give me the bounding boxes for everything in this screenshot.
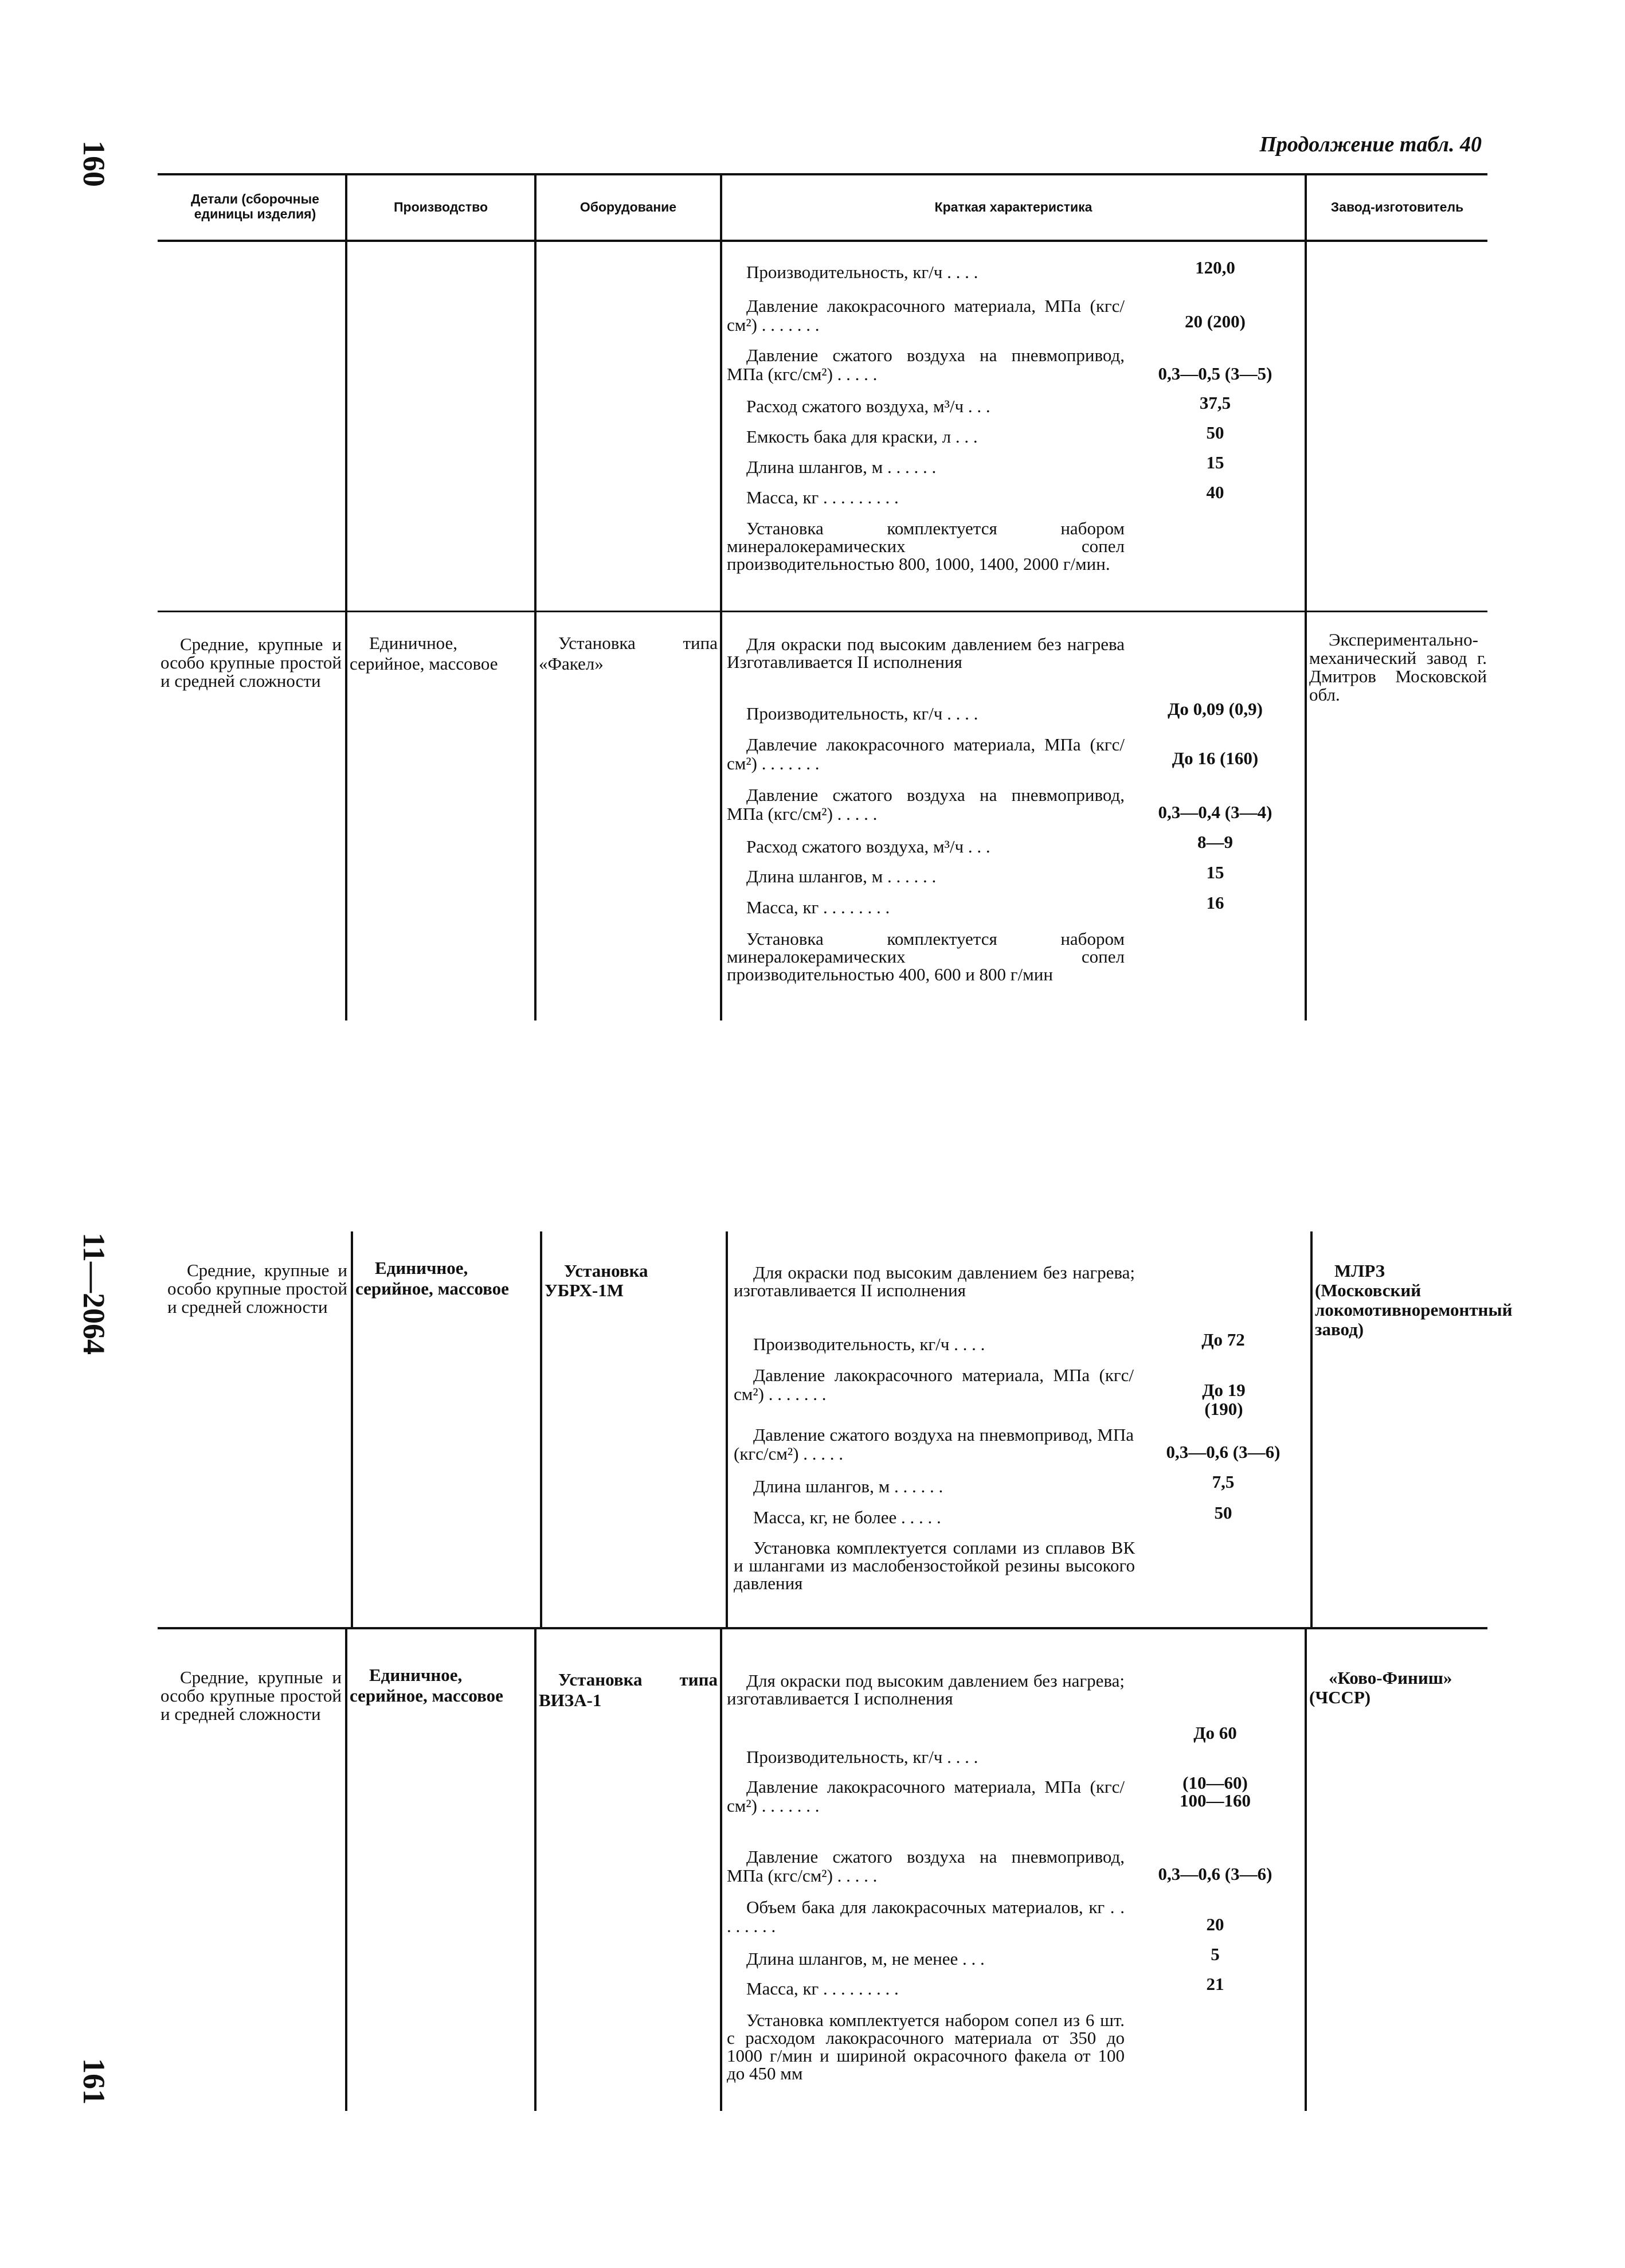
- row1-param-5-value: 16: [1206, 893, 1224, 913]
- row1-param-0-value: До 0,09 (0,9): [1168, 699, 1263, 719]
- row2-param-4-label: Масса, кг, не более . . . . .: [753, 1507, 941, 1527]
- row2-param-0-value: До 72: [1201, 1329, 1245, 1350]
- col-sep-3-sec3: [720, 1629, 722, 2111]
- row2-param-0-label: Производительность, кг/ч . . . .: [753, 1334, 985, 1354]
- row1-param-1-label: Давлечие лакокрасочного материала, МПа (кгс/см²) . . . . . . .: [727, 734, 1125, 773]
- row1-details: Средние, крупные и особо крупные простой и средней сложности: [160, 634, 342, 691]
- row-divider-2: [158, 1627, 1487, 1629]
- header-col-characteristics: Краткая характеристика: [934, 200, 1093, 214]
- row2-intro: Для окраски под высоким давлением без нагрева; изготавливается II исполнения: [734, 1262, 1135, 1300]
- row3-param-5-label: Масса, кг . . . . . . . . .: [746, 1978, 899, 1999]
- row1-param-3-label: Расход сжатого воздуха, м³/ч . . .: [746, 836, 990, 857]
- row0-param-2-value: 0,3—0,5 (3—5): [1158, 363, 1272, 384]
- row1-param-2-label: Давление сжатого воздуха на пневмопривод, МПа (кгс/см²) . . . . .: [727, 785, 1125, 824]
- row2-manufacturer: МЛРЗ (Московский локомотивноремонтный завод): [1315, 1261, 1513, 1339]
- row3-param-4-value: 5: [1211, 1944, 1220, 1964]
- row2-param-3-value: 7,5: [1212, 1472, 1235, 1492]
- row3-note: Установка комплектуется набором сопел из 6 шт. с расходом лакокрасочного материала от 350 до 1000 г/мин и шириной окрасочного факела от 100 до 450 мм: [727, 2010, 1125, 2083]
- row2-equipment: Установка УБРХ-1М: [545, 1261, 648, 1300]
- row3-intro: Для окраски под высоким давлением без нагрева; изготавливается I исполнения: [727, 1671, 1125, 1708]
- row1-intro: Для окраски под высоким давлением без нагрева Изготавливается II исполнения: [727, 634, 1125, 672]
- row3-param-2-label: Давление сжатого воздуха на пневмопривод, МПа (кгс/см²) . . . . .: [727, 1847, 1125, 1886]
- row3-manufacturer: «Ково-Финиш» (ЧССР): [1309, 1668, 1452, 1707]
- row1-param-1-value: До 16 (160): [1172, 748, 1259, 768]
- row0-param-1-value: 20 (200): [1185, 311, 1246, 331]
- continuation-title: Продолжение табл. 40: [1259, 132, 1482, 157]
- sheet-code: 11—2064: [77, 1233, 111, 1355]
- row0-param-4-value: 50: [1206, 423, 1224, 443]
- row1-equipment: Установка типа «Факел»: [539, 633, 718, 674]
- header-bottom-rule: [158, 240, 1487, 242]
- header-col-production: Производство: [393, 200, 488, 214]
- row-divider-1: [158, 611, 1487, 612]
- row1-param-2-value: 0,3—0,4 (3—4): [1158, 802, 1272, 822]
- row0-param-3-value: 37,5: [1199, 393, 1231, 413]
- header-col-details: Детали (сборочные единицы изделия): [191, 191, 319, 221]
- row3-param-3-value: 20: [1206, 1914, 1224, 1934]
- col-sep-1-sec2: [351, 1231, 353, 1627]
- row1-manufacturer: Экспериментально-механический завод г. Дмитров Московской обл.: [1309, 629, 1487, 705]
- row1-param-5-label: Масса, кг . . . . . . . .: [746, 897, 890, 917]
- row2-param-2-value: 0,3—0,6 (3—6): [1166, 1442, 1281, 1462]
- row3-details: Средние, крупные и особо крупные простой и средней сложности: [160, 1667, 342, 1724]
- row0-param-6-value: 40: [1206, 482, 1224, 502]
- row2-param-1-value: До 19 (190): [1202, 1380, 1246, 1419]
- row3-param-2-value: 0,3—0,6 (3—6): [1158, 1864, 1272, 1884]
- col-sep-2-sec1: [534, 241, 537, 1020]
- row3-param-1-label: Давление лакокрасочного материала, МПа (кгс/см²) . . . . . . .: [727, 1777, 1125, 1816]
- row0-note: Установка комплектуется набором минералокерамических сопел производительностью 800, 1000, 1400, 2000 г/мин.: [727, 518, 1125, 574]
- row3-param-4-label: Длина шлангов, м, не менее . . .: [746, 1949, 985, 1969]
- row0-param-6-label: Масса, кг . . . . . . . . .: [746, 487, 899, 507]
- row3-param-3-label: Объем бака для лакокрасочных материалов, кг . . . . . . . .: [727, 1897, 1125, 1936]
- row2-param-3-label: Длина шлангов, м . . . . . .: [753, 1476, 943, 1496]
- row2-param-4-value: 50: [1214, 1503, 1232, 1523]
- col-sep-4-sec1: [1305, 241, 1307, 1020]
- row2-param-1-label: Давление лакокрасочного материала, МПа (кгс/см²) . . . . . . .: [734, 1365, 1134, 1404]
- row0-param-3-label: Расход сжатого воздуха, м³/ч . . .: [746, 396, 990, 416]
- row1-param-0-label: Производительность, кг/ч . . . .: [746, 703, 978, 724]
- row1-production: Единичное, серийное, массовое: [350, 633, 498, 674]
- row3-production: Единичное, серийное, массовое: [350, 1665, 503, 1706]
- row0-param-0-value: 120,0: [1195, 257, 1235, 277]
- row1-note: Установка комплектуется набором минералокерамических сопел производительностью 400, 600 и 800 г/мин: [727, 929, 1125, 984]
- row0-param-2-label: Давление сжатого воздуха на пневмопривод, МПа (кгс/см²) . . . . .: [727, 345, 1125, 384]
- row3-equipment: Установка типа ВИЗА-1: [539, 1669, 718, 1710]
- row2-details: Средние, крупные и особо крупные простой и средней сложности: [167, 1260, 347, 1317]
- col-sep-3-sec2: [726, 1231, 728, 1627]
- row3-param-0-label: Производительность, кг/ч . . . .: [746, 1747, 978, 1767]
- row0-param-1-label: Давление лакокрасочного материала, МПа (кгс/см²) . . . . . . .: [727, 296, 1125, 335]
- row1-param-4-value: 15: [1206, 862, 1224, 882]
- page-number-top: 160: [77, 140, 111, 187]
- col-sep-3-sec1: [720, 241, 722, 1020]
- col-sep-4-sec2: [1310, 1231, 1313, 1627]
- row3-param-5-value: 21: [1206, 1974, 1224, 1994]
- col-sep-1-sec1: [345, 241, 347, 1020]
- page-number-bottom: 161: [77, 2058, 111, 2105]
- row1-param-4-label: Длина шлангов, м . . . . . .: [746, 866, 937, 886]
- row2-note: Установка комплектуется соплами из сплавов ВК и шлангами из маслобензостойкой резины высокого давления: [734, 1538, 1135, 1593]
- row0-param-5-label: Длина шлангов, м . . . . . .: [746, 457, 937, 477]
- row0-param-4-label: Емкость бака для краски, л . . .: [746, 427, 978, 447]
- col-sep-4-sec3: [1305, 1629, 1307, 2111]
- row0-param-0-label: Производительность, кг/ч . . . .: [746, 262, 978, 282]
- header-top-rule: [158, 173, 1487, 175]
- header-col-manufacturer: Завод-изготовитель: [1330, 200, 1464, 214]
- col-sep-2-sec3: [534, 1629, 537, 2111]
- row0-param-5-value: 15: [1206, 452, 1224, 472]
- row2-production: Единичное, серийное, массовое: [355, 1258, 509, 1299]
- row3-param-1-value: (10—60) 100—160: [1180, 1773, 1251, 1811]
- row2-param-2-label: Давление сжатого воздуха на пневмопривод, МПа (кгс/см²) . . . . .: [734, 1425, 1134, 1464]
- row3-param-0-value: До 60: [1193, 1723, 1237, 1743]
- col-sep-1-sec3: [345, 1629, 347, 2111]
- row1-param-3-value: 8—9: [1197, 832, 1233, 852]
- col-sep-2-sec2: [540, 1231, 542, 1627]
- header-col-equipment: Оборудование: [579, 200, 677, 214]
